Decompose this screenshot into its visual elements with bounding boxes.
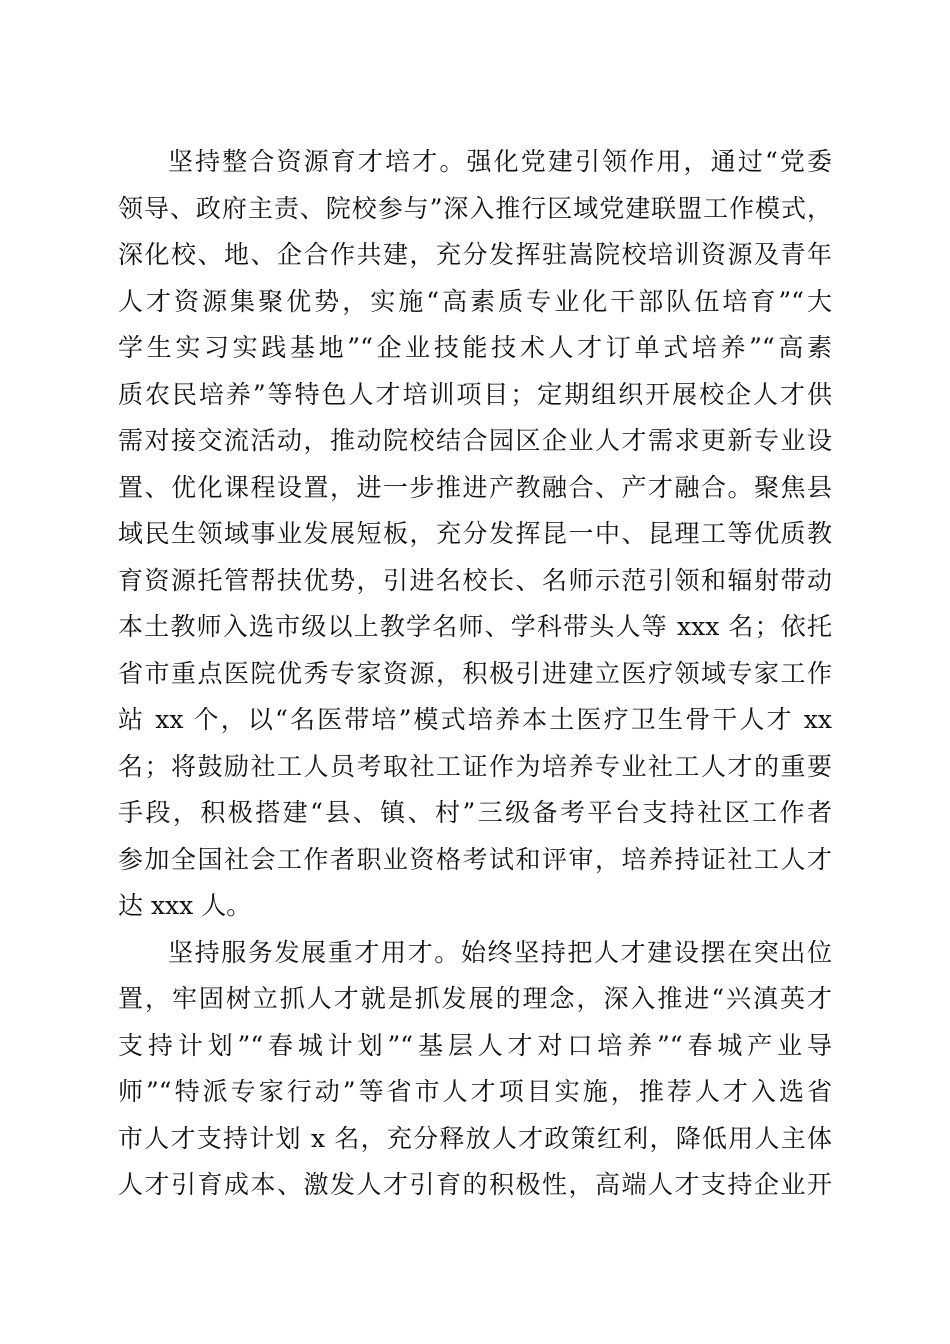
text-line: 育资源托管帮扶优势，引进名校长、名师示范引领和辐射带动 bbox=[118, 565, 832, 595]
text-line: 支持计划”“春城计划”“基层人才对口培养”“春城产业导 bbox=[118, 1030, 832, 1060]
text-line: 本土教师入选市级以上教学名师、学科带头人等 xxx 名；依托 bbox=[118, 612, 832, 641]
document-body bbox=[118, 139, 832, 1209]
text-line: 手段，积极搭建“县、镇、村”三级备考平台支持社区工作者 bbox=[118, 798, 832, 827]
text-line: 学生实习实践基地”“企业技能技术人才订单式培养”“高素 bbox=[118, 333, 832, 362]
text-line: 深化校、地、企合作共建，充分发挥驻嵩院校培训资源及青年 bbox=[118, 240, 832, 269]
text-line: 名；将鼓励社工人员考取社工证作为培养专业社工人才的重要 bbox=[118, 751, 832, 781]
text-line: 质农民培养”等特色人才培训项目；定期组织开展校企人才供 bbox=[118, 379, 832, 409]
paragraph-talent-utilization bbox=[118, 930, 832, 1209]
text-line: 坚持服务发展重才用才。始终坚持把人才建设摆在突出位 bbox=[168, 937, 832, 967]
paragraph-talent-cultivation bbox=[118, 139, 832, 930]
text-line: 坚持整合资源育才培才。强化党建引领作用，通过“党委 bbox=[168, 147, 832, 176]
text-line: 置，牢固树立抓人才就是抓发展的理念，深入推进“兴滇英才 bbox=[118, 984, 832, 1013]
text-line: 站 xx 个，以“名医带培”模式培养本土医疗卫生骨干人才 xx bbox=[118, 705, 832, 734]
text-line: 市人才支持计划 x 名，充分释放人才政策红利，降低用人主体 bbox=[118, 1123, 832, 1153]
text-line: 需对接交流活动，推动院校结合园区企业人才需求更新专业设 bbox=[118, 426, 832, 455]
text-line: 参加全国社会工作者职业资格考试和评审，培养持证社工人才 bbox=[118, 844, 832, 874]
text-line: 领导、政府主责、院校参与”深入推行区域党建联盟工作模式， bbox=[118, 193, 832, 223]
text-line: 省市重点医院优秀专家资源，积极引进建立医疗领域专家工作 bbox=[118, 658, 832, 688]
text-line: 置、优化课程设置，进一步推进产教融合、产才融合。聚焦县 bbox=[118, 472, 832, 502]
text-line: 达 xxx 人。 bbox=[118, 891, 252, 920]
text-line: 人才资源集聚优势，实施“高素质专业化干部队伍培育”“大 bbox=[118, 286, 832, 316]
text-line: 域民生领域事业发展短板，充分发挥昆一中、昆理工等优质教 bbox=[118, 519, 832, 548]
text-line: 师”“特派专家行动”等省市人才项目实施，推荐人才入选省 bbox=[118, 1077, 832, 1106]
text-line: 人才引育成本、激发人才引育的积极性，高端人才支持企业开 bbox=[118, 1170, 832, 1199]
